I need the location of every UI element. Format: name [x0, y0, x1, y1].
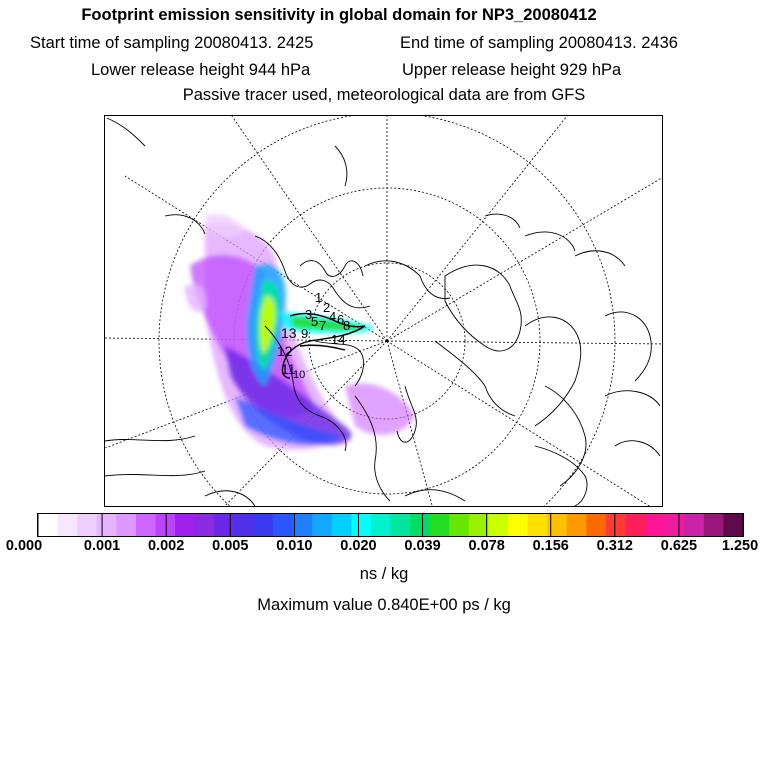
colorbar-tick-label: 0.005 — [212, 538, 249, 554]
colorbar-tick-label: 0.312 — [596, 538, 633, 554]
upper-release-height: Upper release height 929 hPa — [402, 61, 622, 79]
colorbar-swatch — [38, 514, 58, 536]
meridians — [105, 116, 662, 506]
colorbar-swatch — [156, 514, 176, 536]
colorbar-swatch — [371, 514, 391, 536]
colorbar-swatch — [586, 514, 606, 536]
track-label-10: 10 — [293, 369, 306, 381]
colorbar-swatch — [508, 514, 528, 536]
colorbar-swatch — [488, 514, 508, 536]
coastlines — [105, 118, 660, 506]
colorbar-swatch — [214, 514, 234, 536]
plot-title: Footprint emission sensitivity in global domain for NP3_20080412 — [81, 6, 597, 24]
maximum-value: Maximum value 0.840E+00 ps / kg — [257, 596, 511, 614]
colorbar-swatch — [234, 514, 254, 536]
colorbar-swatch — [351, 514, 371, 536]
sensitivity-field — [185, 214, 415, 450]
track-label-4: 4 — [329, 309, 337, 324]
colorbar-swatch — [528, 514, 548, 536]
colorbar-swatch — [332, 514, 352, 536]
colorbar-swatch — [312, 514, 332, 536]
colorbar-tick-label: 0.078 — [468, 538, 505, 554]
map-svg — [105, 116, 662, 506]
colorbar-tick-label: 0.000 — [5, 538, 43, 554]
colorbar — [37, 513, 744, 537]
end-time-label: End time of sampling 20080413. 2436 — [400, 34, 678, 52]
footprint-map — [104, 115, 663, 507]
colorbar-swatch — [704, 514, 724, 536]
colorbar-swatch — [77, 514, 97, 536]
track-label-2: 2 — [323, 300, 331, 315]
lower-release-height: Lower release height 944 hPa — [91, 61, 311, 79]
colorbar-tick-label: 0.039 — [404, 538, 441, 554]
colorbar-tick-label: 0.020 — [340, 538, 377, 554]
colorbar-swatch — [136, 514, 156, 536]
colorbar-swatch — [723, 514, 743, 536]
colorbar-swatch — [547, 514, 567, 536]
colorbar-swatch — [567, 514, 587, 536]
colorbar-tick-label: 0.001 — [83, 538, 121, 554]
colorbar-swatch — [273, 514, 293, 536]
colorbar-swatch — [253, 514, 273, 536]
track-label-11: 11 — [281, 361, 296, 377]
track-label-3: 3 — [305, 307, 313, 322]
tracer-info: Passive tracer used, meteorological data are from GFS — [182, 86, 586, 104]
colorbar-swatch — [97, 514, 117, 536]
colorbar-swatch — [606, 514, 626, 536]
track-label-13: 13 — [281, 325, 297, 341]
track-label-7: 7 — [319, 318, 327, 333]
track-label-14: 14 — [331, 332, 346, 347]
track-label-6: 6 — [337, 312, 345, 327]
track-label-12: 12 — [277, 343, 293, 359]
colorbar-swatch — [665, 514, 685, 536]
colorbar-swatch — [391, 514, 411, 536]
colorbar-swatch — [175, 514, 195, 536]
track-label-8: 8 — [343, 318, 351, 333]
colorbar-swatch — [58, 514, 78, 536]
colorbar-swatch — [469, 514, 489, 536]
colorbar-ticks — [0, 538, 768, 558]
track-label-1: 1 — [315, 290, 323, 305]
colorbar-swatch — [645, 514, 665, 536]
colorbar-swatch — [626, 514, 646, 536]
colorbar-tick-label: 1.250 — [721, 538, 759, 554]
colorbar-swatch — [116, 514, 136, 536]
colorbar-tick-label: 0.002 — [148, 538, 185, 554]
start-time-label: Start time of sampling 20080413. 2425 — [30, 34, 314, 52]
track-label-5: 5 — [311, 314, 319, 329]
colorbar-swatch — [195, 514, 215, 536]
colorbar-tick-label: 0.010 — [276, 538, 313, 554]
track-label-9: 9 — [301, 326, 309, 341]
colorbar-tick-label: 0.156 — [532, 538, 569, 554]
colorbar-swatch — [449, 514, 469, 536]
colorbar-swatch — [410, 514, 430, 536]
colorbar-tick-label: 0.625 — [660, 538, 698, 554]
colorbar-swatch — [293, 514, 313, 536]
colorbar-swatch — [684, 514, 704, 536]
colorbar-swatch — [430, 514, 450, 536]
colorbar-units: ns / kg — [359, 565, 409, 583]
